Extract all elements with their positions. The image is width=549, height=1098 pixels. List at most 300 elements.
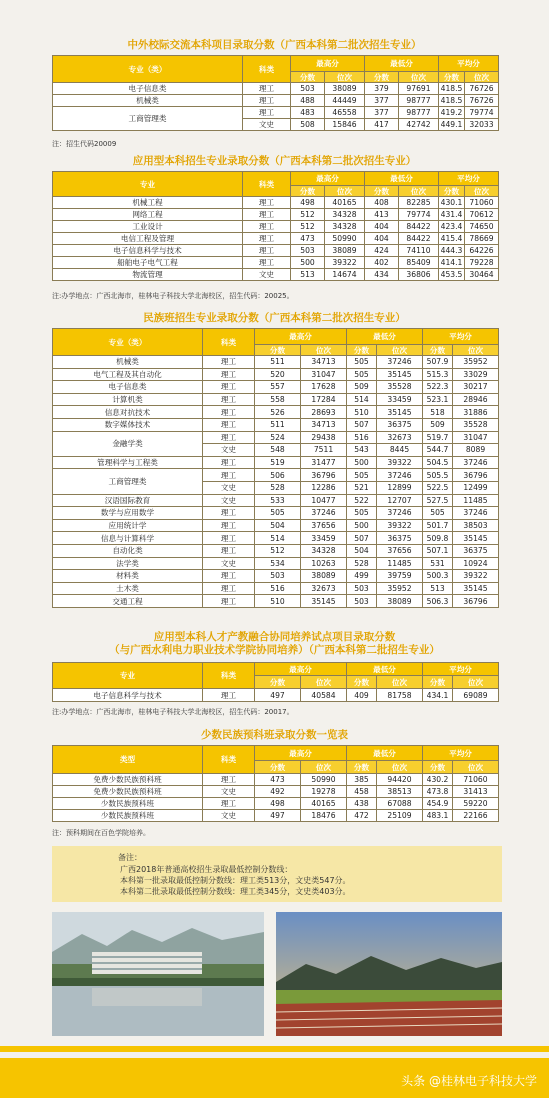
score-cell: 74650 [465, 221, 499, 233]
score-cell: 29438 [301, 431, 347, 444]
score-cell: 507 [347, 418, 377, 431]
sub-header: 位次 [399, 186, 439, 197]
score-cell: 69089 [453, 689, 499, 702]
kelei-cell: 理工 [243, 233, 291, 245]
group-header: 最低分 [347, 663, 423, 676]
major-cell: 船舶电子电气工程 [53, 257, 243, 269]
kelei-cell: 文史 [203, 786, 255, 798]
score-cell: 67088 [377, 798, 423, 810]
table-row [53, 418, 499, 431]
group-header: 最高分 [255, 663, 347, 676]
score-cell: 505 [347, 507, 377, 520]
score-cell: 498 [255, 798, 301, 810]
score-cell: 497 [255, 810, 301, 822]
group-header: 最低分 [365, 56, 439, 72]
table-row [53, 107, 499, 119]
kelei-cell: 理工 [243, 257, 291, 269]
score-cell: 434 [365, 269, 399, 281]
major-cell: 工商管理类 [53, 107, 243, 131]
section-1-rows [53, 83, 499, 131]
score-cell: 402 [365, 257, 399, 269]
sub-header: 位次 [465, 186, 499, 197]
score-cell: 84422 [399, 233, 439, 245]
score-cell: 430.2 [423, 774, 453, 786]
score-cell: 35952 [453, 356, 499, 369]
score-cell: 17284 [301, 393, 347, 406]
score-cell: 11485 [377, 557, 423, 570]
section-2-rows [53, 197, 499, 281]
major-cell: 少数民族预科班 [53, 798, 203, 810]
score-cell: 438 [347, 798, 377, 810]
kelei-cell: 文史 [203, 481, 255, 494]
kelei-cell: 理工 [203, 368, 255, 381]
kelei-cell: 理工 [203, 456, 255, 469]
score-cell: 528 [255, 481, 301, 494]
score-cell: 492 [255, 786, 301, 798]
score-cell: 33459 [301, 532, 347, 545]
kelei-cell: 理工 [203, 431, 255, 444]
score-cell: 30464 [465, 269, 499, 281]
kelei-cell: 文史 [203, 557, 255, 570]
section-1-title: 中外校际交流本科项目录取分数（广西本科第二批次招生专业） [127, 39, 422, 51]
score-cell: 513 [291, 269, 325, 281]
table-row [53, 245, 499, 257]
score-cell: 98777 [399, 107, 439, 119]
kelei-cell: 理工 [203, 381, 255, 394]
table-row [53, 595, 499, 608]
score-cell: 409 [347, 689, 377, 702]
score-cell: 70612 [465, 209, 499, 221]
score-cell: 84422 [399, 221, 439, 233]
sub-header: 分数 [365, 72, 399, 83]
score-cell: 504.5 [423, 456, 453, 469]
score-cell: 71060 [453, 774, 499, 786]
score-cell: 454.9 [423, 798, 453, 810]
score-cell: 499 [347, 570, 377, 583]
kelei-cell: 理工 [203, 774, 255, 786]
score-cell: 12707 [377, 494, 423, 507]
major-cell: 电子信息类 [53, 381, 203, 394]
table-row [53, 269, 499, 281]
section-5-table [52, 745, 499, 822]
score-cell: 12899 [377, 481, 423, 494]
score-cell: 531 [423, 557, 453, 570]
score-cell: 500 [347, 456, 377, 469]
major-cell: 免费少数民族预科班 [53, 786, 203, 798]
score-cell: 35145 [453, 582, 499, 595]
major-cell: 网络工程 [53, 209, 243, 221]
major-cell: 机械类 [53, 95, 243, 107]
score-cell: 522.5 [423, 481, 453, 494]
score-cell: 44449 [325, 95, 365, 107]
table-row [53, 798, 499, 810]
campus-building-illustration [52, 912, 264, 1036]
major-cell: 计算机类 [53, 393, 203, 406]
section-4-subtitle: （与广西水利电力职业技术学院协同培养）（广西本科第二批招生专业） [109, 644, 440, 656]
table-row [53, 494, 499, 507]
score-cell: 37246 [453, 507, 499, 520]
kelei-cell: 理工 [243, 107, 291, 119]
score-cell: 46558 [325, 107, 365, 119]
sub-header: 分数 [347, 676, 377, 689]
score-cell: 37246 [453, 456, 499, 469]
score-cell: 419.2 [439, 107, 465, 119]
score-cell: 71060 [465, 197, 499, 209]
col-kelei-header: 科类 [243, 172, 291, 197]
table-row [53, 197, 499, 209]
kelei-cell: 理工 [243, 209, 291, 221]
kelei-cell: 理工 [243, 95, 291, 107]
score-cell: 497 [255, 689, 301, 702]
score-cell: 509.8 [423, 532, 453, 545]
score-cell: 498 [291, 197, 325, 209]
score-cell: 74110 [399, 245, 439, 257]
major-cell: 物流管理 [53, 269, 243, 281]
sub-header: 位次 [399, 72, 439, 83]
major-cell: 信息与计算科学 [53, 532, 203, 545]
score-cell: 81758 [377, 689, 423, 702]
kelei-cell: 文史 [203, 810, 255, 822]
score-cell: 507.9 [423, 356, 453, 369]
score-cell: 31047 [301, 368, 347, 381]
sub-header: 位次 [301, 761, 347, 774]
score-cell: 37656 [377, 544, 423, 557]
major-cell: 数学与应用数学 [53, 507, 203, 520]
score-cell: 35145 [453, 532, 499, 545]
sub-header: 分数 [423, 761, 453, 774]
score-cell: 10263 [301, 557, 347, 570]
score-cell: 39322 [325, 257, 365, 269]
score-cell: 508 [291, 119, 325, 131]
bottom-band-thin [0, 1046, 549, 1052]
score-cell: 39322 [377, 519, 423, 532]
score-cell: 38089 [325, 83, 365, 95]
score-cell: 31886 [453, 406, 499, 419]
major-cell: 工商管理类 [53, 469, 203, 494]
score-cell: 522.3 [423, 381, 453, 394]
section-1-note: 注：招生代码20009 [52, 140, 117, 148]
score-cell: 509 [347, 381, 377, 394]
group-header: 最低分 [365, 172, 439, 186]
score-cell: 98777 [399, 95, 439, 107]
score-cell: 510 [255, 595, 301, 608]
score-cell: 500 [347, 519, 377, 532]
score-cell: 444.3 [439, 245, 465, 257]
group-header: 平均分 [423, 663, 499, 676]
score-cell: 514 [255, 532, 301, 545]
section-2-table [52, 171, 499, 281]
score-cell: 12499 [453, 481, 499, 494]
kelei-cell: 理工 [243, 83, 291, 95]
table-row [53, 431, 499, 444]
score-cell: 39322 [453, 570, 499, 583]
score-cell: 30217 [453, 381, 499, 394]
score-cell: 543 [347, 444, 377, 457]
score-cell: 36375 [453, 544, 499, 557]
major-cell: 自动化类 [53, 544, 203, 557]
score-cell: 35145 [301, 595, 347, 608]
kelei-cell: 理工 [243, 245, 291, 257]
section-2-note: 注:办学地点：广西北海市，桂林电子科技大学北海校区，招生代码：20025。 [52, 292, 294, 300]
section-3-rows [53, 356, 499, 608]
group-header: 平均分 [439, 56, 499, 72]
score-cell: 32033 [465, 119, 499, 131]
score-cell: 97691 [399, 83, 439, 95]
kelei-cell: 理工 [203, 469, 255, 482]
kelei-cell: 理工 [243, 197, 291, 209]
kelei-cell: 理工 [243, 221, 291, 233]
table-row [53, 689, 499, 702]
memo-line: 本科第二批录取最低控制分数线：理工类345分，文史类403分。 [120, 887, 351, 896]
score-cell: 59220 [453, 798, 499, 810]
score-cell: 377 [365, 107, 399, 119]
table-row [53, 469, 499, 482]
col-kelei-header: 科类 [243, 56, 291, 83]
kelei-cell: 理工 [203, 406, 255, 419]
score-cell: 39322 [377, 456, 423, 469]
group-header: 最低分 [347, 746, 423, 761]
col-major-header: 专业 [53, 663, 203, 689]
sub-header: 分数 [291, 186, 325, 197]
kelei-cell: 理工 [203, 570, 255, 583]
score-cell: 505 [255, 507, 301, 520]
score-cell: 18476 [301, 810, 347, 822]
score-cell: 82285 [399, 197, 439, 209]
score-cell: 424 [365, 245, 399, 257]
score-cell: 36806 [399, 269, 439, 281]
score-cell: 534 [255, 557, 301, 570]
table-row [53, 507, 499, 520]
score-cell: 379 [365, 83, 399, 95]
major-cell: 电气工程及其自动化 [53, 368, 203, 381]
table-row [53, 221, 499, 233]
score-cell: 64226 [465, 245, 499, 257]
sub-header: 位次 [453, 676, 499, 689]
memo-line: 本科第一批录取最低控制分数线：理工类513分，文史类547分。 [120, 876, 351, 885]
section-5-rows [53, 774, 499, 822]
score-cell: 526 [255, 406, 301, 419]
table-row [53, 557, 499, 570]
score-cell: 511 [255, 418, 301, 431]
score-cell: 430.1 [439, 197, 465, 209]
kelei-cell: 理工 [203, 507, 255, 520]
score-cell: 453.5 [439, 269, 465, 281]
major-cell: 数字媒体技术 [53, 418, 203, 431]
score-cell: 37246 [377, 356, 423, 369]
col-major-header: 专业（类） [53, 56, 243, 83]
score-cell: 34328 [301, 544, 347, 557]
score-cell: 505 [423, 507, 453, 520]
score-cell: 512 [291, 221, 325, 233]
score-cell: 25109 [377, 810, 423, 822]
col-major-header: 专业（类） [53, 329, 203, 356]
score-cell: 513 [423, 582, 453, 595]
major-cell: 电子信息科学与技术 [53, 245, 243, 257]
memo-head: 备注： [118, 853, 142, 862]
group-header: 平均分 [423, 329, 499, 345]
kelei-cell: 理工 [203, 532, 255, 545]
score-cell: 15846 [325, 119, 365, 131]
score-cell: 510 [347, 406, 377, 419]
score-cell: 449.1 [439, 119, 465, 131]
kelei-cell: 文史 [243, 269, 291, 281]
score-cell: 7511 [301, 444, 347, 457]
table-row [53, 406, 499, 419]
score-cell: 10477 [301, 494, 347, 507]
score-cell: 522 [347, 494, 377, 507]
score-cell: 544.7 [423, 444, 453, 457]
score-cell: 31413 [453, 786, 499, 798]
sub-header: 分数 [291, 72, 325, 83]
score-cell: 76726 [465, 95, 499, 107]
major-cell: 土木类 [53, 582, 203, 595]
sub-header: 位次 [377, 761, 423, 774]
memo-box [52, 846, 502, 902]
score-cell: 505 [347, 469, 377, 482]
score-cell: 504 [347, 544, 377, 557]
score-cell: 533 [255, 494, 301, 507]
score-cell: 34713 [301, 356, 347, 369]
table-row [53, 233, 499, 245]
section-1-table [52, 55, 499, 131]
table-row [53, 95, 499, 107]
section-4-rows [53, 689, 499, 702]
major-cell: 工业设计 [53, 221, 243, 233]
memo-line: 广西2018年普通高校招生录取最低控制分数线： [120, 865, 293, 874]
score-cell: 506.3 [423, 595, 453, 608]
score-cell: 11485 [453, 494, 499, 507]
score-cell: 483 [291, 107, 325, 119]
score-cell: 40165 [325, 197, 365, 209]
sub-header: 分数 [347, 345, 377, 356]
score-cell: 415.4 [439, 233, 465, 245]
sub-header: 位次 [377, 345, 423, 356]
sub-header: 位次 [301, 345, 347, 356]
group-header: 平均分 [423, 746, 499, 761]
major-cell: 汉语国际教育 [53, 494, 203, 507]
score-cell: 22166 [453, 810, 499, 822]
group-header: 最低分 [347, 329, 423, 345]
col-kelei-header: 科类 [203, 329, 255, 356]
score-cell: 509 [423, 418, 453, 431]
score-cell: 558 [255, 393, 301, 406]
score-cell: 503 [255, 570, 301, 583]
score-cell: 38089 [301, 570, 347, 583]
sub-header: 分数 [255, 676, 301, 689]
sports-field-illustration [276, 912, 502, 1036]
score-cell: 506 [255, 469, 301, 482]
score-cell: 36796 [301, 469, 347, 482]
score-cell: 503 [347, 582, 377, 595]
score-cell: 19278 [301, 786, 347, 798]
score-cell: 418.5 [439, 83, 465, 95]
score-cell: 503 [291, 245, 325, 257]
sub-header: 分数 [423, 345, 453, 356]
kelei-cell: 文史 [203, 494, 255, 507]
score-cell: 458 [347, 786, 377, 798]
score-cell: 40165 [301, 798, 347, 810]
sub-header: 位次 [325, 186, 365, 197]
score-cell: 413 [365, 209, 399, 221]
score-cell: 94420 [377, 774, 423, 786]
score-cell: 31047 [453, 431, 499, 444]
major-cell: 少数民族预科班 [53, 810, 203, 822]
kelei-cell: 理工 [203, 519, 255, 532]
sub-header: 分数 [255, 345, 301, 356]
score-cell: 527.5 [423, 494, 453, 507]
score-cell: 408 [365, 197, 399, 209]
group-header: 平均分 [439, 172, 499, 186]
score-cell: 404 [365, 233, 399, 245]
major-cell: 机械类 [53, 356, 203, 369]
major-cell: 电子信息类 [53, 83, 243, 95]
major-cell: 交通工程 [53, 595, 203, 608]
score-cell: 50990 [325, 233, 365, 245]
score-cell: 79228 [465, 257, 499, 269]
major-cell: 电子信息科学与技术 [53, 689, 203, 702]
score-cell: 35145 [377, 368, 423, 381]
table-row [53, 381, 499, 394]
score-cell: 377 [365, 95, 399, 107]
score-cell: 36375 [377, 418, 423, 431]
score-cell: 40584 [301, 689, 347, 702]
watermark: 头条 @桂林电子科技大学 [401, 1074, 537, 1088]
score-cell: 423.4 [439, 221, 465, 233]
score-cell: 35528 [453, 418, 499, 431]
score-cell: 38089 [325, 245, 365, 257]
score-cell: 473 [291, 233, 325, 245]
major-cell: 免费少数民族预科班 [53, 774, 203, 786]
kelei-cell: 理工 [203, 418, 255, 431]
score-cell: 34328 [325, 221, 365, 233]
major-cell: 材料类 [53, 570, 203, 583]
score-cell: 50990 [301, 774, 347, 786]
score-cell: 37246 [377, 469, 423, 482]
score-cell: 515.3 [423, 368, 453, 381]
sub-header: 分数 [255, 761, 301, 774]
score-cell: 519.7 [423, 431, 453, 444]
table-row [53, 774, 499, 786]
sub-header: 位次 [453, 761, 499, 774]
major-cell: 应用统计学 [53, 519, 203, 532]
score-cell: 35145 [377, 406, 423, 419]
score-cell: 33029 [453, 368, 499, 381]
score-cell: 511 [255, 356, 301, 369]
section-5-note: 注：预科期间在百色学院培养。 [52, 829, 150, 837]
col-major-header: 类型 [53, 746, 203, 774]
kelei-cell: 理工 [203, 356, 255, 369]
kelei-cell: 理工 [203, 393, 255, 406]
score-cell: 503 [347, 595, 377, 608]
score-cell: 79774 [399, 209, 439, 221]
score-cell: 507.1 [423, 544, 453, 557]
score-cell: 472 [347, 810, 377, 822]
score-cell: 32673 [301, 582, 347, 595]
sub-header: 分数 [439, 72, 465, 83]
score-cell: 32673 [377, 431, 423, 444]
kelei-cell: 文史 [243, 119, 291, 131]
score-cell: 10924 [453, 557, 499, 570]
score-cell: 35528 [377, 381, 423, 394]
col-kelei-header: 科类 [203, 663, 255, 689]
score-cell: 473.8 [423, 786, 453, 798]
score-cell: 418.5 [439, 95, 465, 107]
score-cell: 12286 [301, 481, 347, 494]
col-major-header: 专业 [53, 172, 243, 197]
table-row [53, 544, 499, 557]
table-row [53, 368, 499, 381]
section-4-title: 应用型本科人才产教融合协同培养试点项目录取分数 [153, 631, 396, 643]
